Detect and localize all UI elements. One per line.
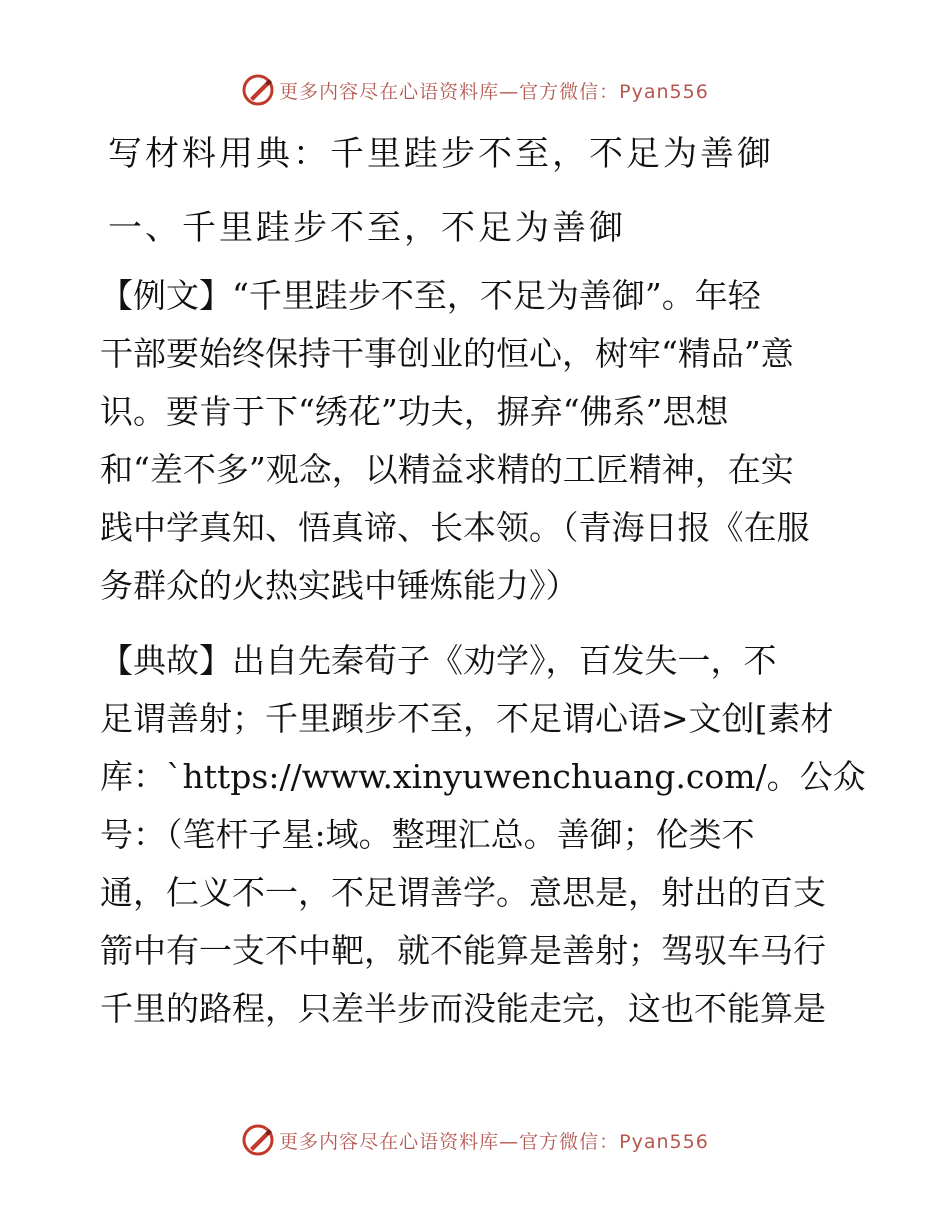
allusion-paragraph: [100, 632, 866, 1038]
example-paragraph: [100, 267, 860, 615]
allusion-line: 千里的路程，只差半步而没能走完，这也不能算是: [100, 989, 826, 1028]
allusion-line: 库：`https://www.xinyuwenchuang.com/。公众: [100, 757, 866, 796]
section-heading: 一、千里跬步不至，不足为善御: [108, 208, 626, 248]
allusion-line: 箭中有一支不中靶，就不能算是善射；驾驭车马行: [100, 931, 826, 970]
brand-logo-icon: [241, 73, 275, 107]
brand-logo-icon: [241, 1123, 275, 1157]
allusion-line: 通，仁义不一，不足谓善学。意思是，射出的百支: [100, 873, 826, 912]
allusion-line: 【典故】出自先秦荀子《劝学》，百发失一，不: [100, 641, 777, 680]
example-line: 【例文】“千里跬步不至，不足为善御”。年轻: [100, 276, 761, 315]
example-line: 干部要始终保持干事创业的恒心，树牢“精品”意: [100, 334, 794, 373]
allusion-line: 号：（笔杆子星:域。整理汇总。善御；伦类不: [100, 815, 755, 854]
example-line: 践中学真知、悟真谛、长本领。（青海日报《在服: [100, 508, 810, 547]
header-watermark-banner: [0, 70, 950, 110]
document-title: 写材料用典：千里跬步不至，不足为善御: [108, 134, 774, 174]
header-watermark-text: 更多内容尽在心语资料库—官方微信：Pyan556: [279, 80, 709, 103]
example-line: 务群众的火热实践中锤炼能力》）: [100, 566, 579, 605]
footer-watermark-text: 更多内容尽在心语资料库—官方微信：Pyan556: [279, 1130, 709, 1153]
example-line: 和“差不多”观念，以精益求精的工匠精神，在实: [100, 450, 794, 489]
allusion-line: 足谓善射；千里蹞步不至，不足谓心语>文创[素材: [100, 699, 834, 738]
footer-watermark-banner: [0, 1120, 950, 1160]
example-line: 识。要肯于下“绣花”功夫，摒弃“佛系”思想: [100, 392, 729, 431]
